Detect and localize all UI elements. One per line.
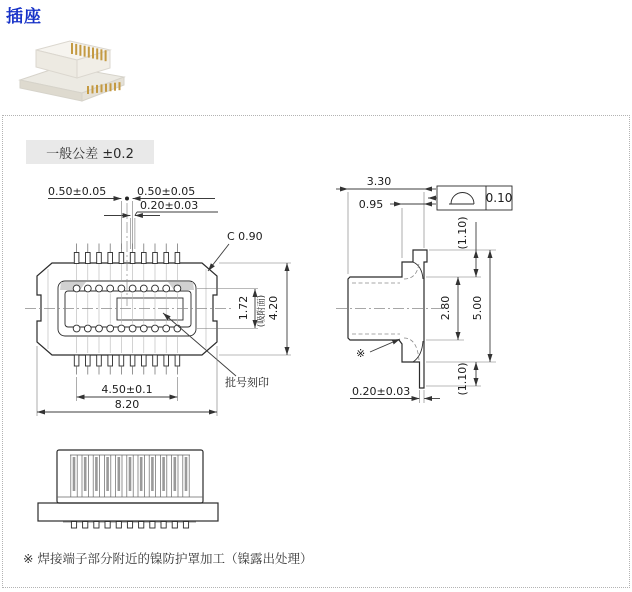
dim-pin-span-label: 4.50±0.1 [101,383,153,396]
solder-tails [71,522,188,529]
plating-note: ※ 焊接端子部分附近的镍防护罩加工（镍露出处理） [23,551,313,566]
dim-mid-height-label: 2.80 [439,295,452,321]
dim-body-width-label: 8.20 [114,398,140,411]
front-view [38,450,218,528]
gdt-frame [428,186,512,210]
dim-tail-thickness-label: 0.20±0.03 [352,385,411,398]
front-base [38,503,218,521]
dim-slot-height-label: 1.72 [237,295,250,321]
mating-slot-inner [65,291,191,327]
side-view [336,175,512,403]
product-photo [20,41,124,101]
dim-flange-thickness-label: 0.95 [358,198,384,211]
dim-pitch-right-label: 0.50±0.05 [137,185,196,198]
batch-mark-label: 批号刻印 [225,376,269,389]
suction-face-label: (吸附面) [257,294,267,328]
bottom-pin-row [74,337,179,375]
dim-depth-label: 3.30 [366,175,392,188]
general-tolerance-chip: 一般公差 ±0.2 [26,140,154,164]
dim-body-height-label: 4.20 [267,295,280,321]
dim-total-height-label: 5.00 [471,295,484,321]
dim-bottom-height-label: (1.10) [456,362,469,396]
body-outline [37,263,217,355]
page-title: 插座 [6,7,42,27]
dim-chamfer-label: C 0.90 [227,230,263,243]
dim-pitch-left-label: 0.50±0.05 [48,185,107,198]
top-view [25,185,291,416]
note-marker: ※ [356,347,366,360]
side-outline [348,250,427,388]
front-slots [71,455,189,497]
dim-pin-width-label: 0.20±0.03 [140,199,199,212]
gdt-tolerance-label: 0.10 [485,191,513,205]
dim-top-height-label: (1.10) [456,216,469,250]
